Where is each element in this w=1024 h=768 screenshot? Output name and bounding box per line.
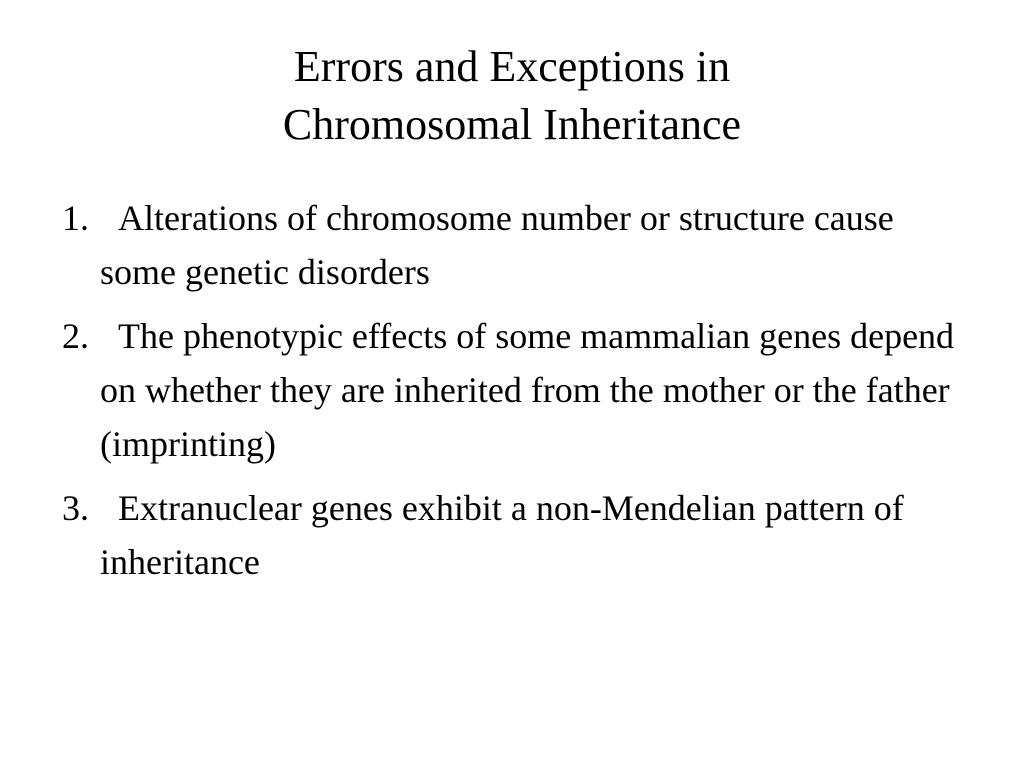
list-item-text: Alterations of chromosome number or structure cause some genetic disorders bbox=[100, 198, 894, 292]
list-item bbox=[62, 481, 962, 589]
list-item-text: Extranuclear genes exhibit a non-Mendelian pattern of inheritance bbox=[100, 488, 904, 582]
list-item-number: 3. bbox=[62, 488, 89, 528]
list-item-text: The phenotypic effects of some mammalian genes depend on whether they are inherited from the mother or the father (imprinting) bbox=[100, 316, 955, 464]
slide-title bbox=[0, 38, 1024, 154]
list-item-number: 1. bbox=[62, 198, 89, 238]
list-item bbox=[62, 191, 962, 299]
title-line-1: Errors and Exceptions in bbox=[293, 42, 731, 91]
title-line-2: Chromosomal Inheritance bbox=[282, 100, 742, 149]
list-item bbox=[62, 309, 962, 471]
list-item-number: 2. bbox=[62, 316, 89, 356]
slide-body bbox=[62, 191, 962, 599]
